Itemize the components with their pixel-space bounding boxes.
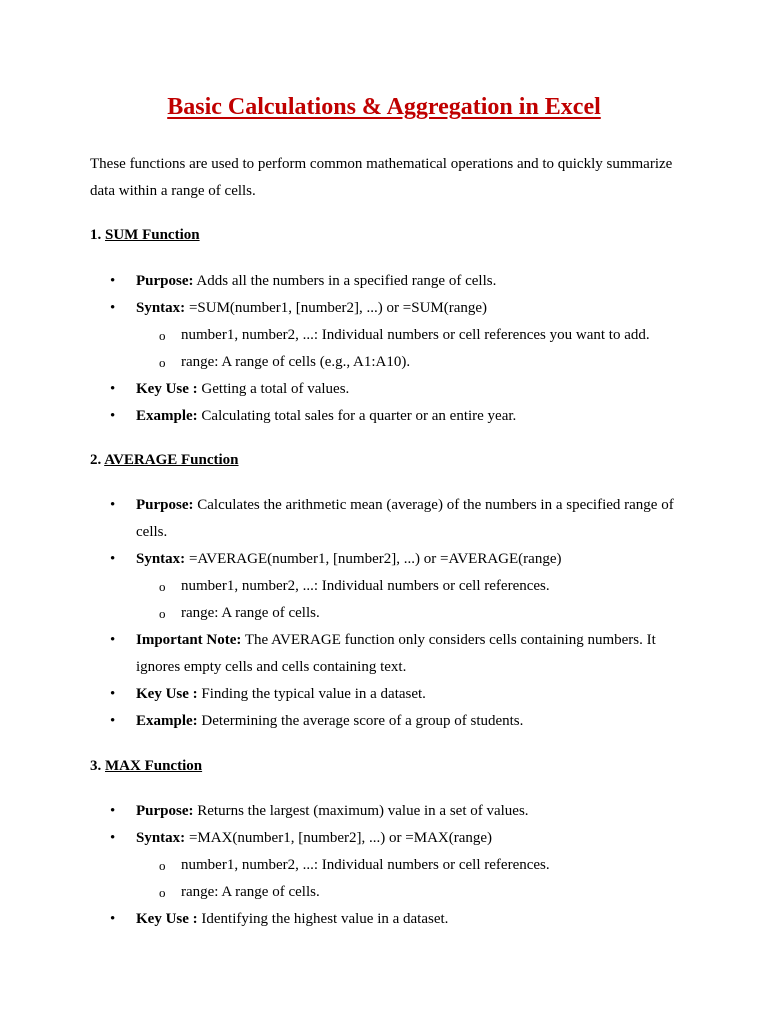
section-heading-average xyxy=(90,447,239,474)
item-text: Adds all the numbers in a specified range of cells. xyxy=(193,273,497,289)
section-number: 3. xyxy=(90,758,102,774)
circle-bullet-icon: o xyxy=(159,355,166,370)
bullet-icon: • xyxy=(110,408,116,424)
item-label: Key Use : xyxy=(136,911,198,927)
sub-list xyxy=(136,852,690,906)
sub-item-text: range: A range of cells (e.g., A1:A10). xyxy=(181,354,411,370)
sub-list xyxy=(136,573,690,627)
list-item xyxy=(90,825,690,906)
bullet-icon: • xyxy=(110,686,116,702)
max-function-list xyxy=(90,798,690,933)
item-text: Getting a total of values. xyxy=(197,381,350,397)
section-name: AVERAGE Function xyxy=(104,452,239,468)
sub-item-text: number1, number2, ...: Individual numbers or cell references you want to add. xyxy=(181,327,650,343)
item-text: Calculating total sales for a quarter or an entire year. xyxy=(197,408,517,424)
bullet-icon: • xyxy=(110,830,116,846)
circle-bullet-icon: o xyxy=(159,579,166,594)
item-label: Key Use : xyxy=(136,381,198,397)
sub-item-text: number1, number2, ...: Individual numbers or cell references. xyxy=(181,857,550,873)
sub-list-item xyxy=(136,349,690,376)
bullet-icon: • xyxy=(110,497,116,513)
item-text: Finding the typical value in a dataset. xyxy=(197,686,426,702)
item-text: =MAX(number1, [number2], ...) or =MAX(range) xyxy=(185,830,493,846)
bullet-icon: • xyxy=(110,911,116,927)
section-number: 1. xyxy=(90,227,102,243)
list-item xyxy=(90,798,690,825)
list-item xyxy=(90,295,690,376)
intro-paragraph: These functions are used to perform common mathematical operations and to quickly summarize data within a range of cells. xyxy=(90,156,673,199)
item-label: Syntax: xyxy=(136,830,186,846)
list-item xyxy=(90,403,690,430)
section-heading-sum xyxy=(90,222,200,249)
item-label: Key Use : xyxy=(136,686,198,702)
section-heading-max xyxy=(90,753,202,780)
item-text: The AVERAGE function only considers cells containing numbers. It ignores empty cells and cells containing text. xyxy=(136,632,656,675)
bullet-icon: • xyxy=(110,713,116,729)
list-item xyxy=(90,681,690,708)
item-label: Syntax: xyxy=(136,300,186,316)
item-label: Purpose: xyxy=(136,803,194,819)
circle-bullet-icon: o xyxy=(159,858,166,873)
item-label: Syntax: xyxy=(136,551,186,567)
sub-list-item xyxy=(136,879,690,906)
item-label: Important Note: xyxy=(136,632,242,648)
list-item xyxy=(90,268,690,295)
item-label: Purpose: xyxy=(136,497,194,513)
item-text: Returns the largest (maximum) value in a set of values. xyxy=(193,803,529,819)
list-item xyxy=(90,546,690,627)
average-function-list xyxy=(90,492,690,735)
list-item xyxy=(90,627,690,681)
bullet-icon: • xyxy=(110,551,116,567)
item-text: =SUM(number1, [number2], ...) or =SUM(range) xyxy=(185,300,488,316)
item-text: =AVERAGE(number1, [number2], ...) or =AVERAGE(range) xyxy=(185,551,562,567)
list-item xyxy=(90,708,690,735)
list-item xyxy=(90,376,690,403)
list-item xyxy=(90,492,690,546)
sub-list-item xyxy=(136,322,690,349)
bullet-icon: • xyxy=(110,803,116,819)
item-text: Determining the average score of a group of students. xyxy=(197,713,524,729)
section-name: SUM Function xyxy=(105,227,200,243)
bullet-icon: • xyxy=(110,300,116,316)
sub-list-item xyxy=(136,852,690,879)
list-item xyxy=(90,906,690,933)
item-label: Example: xyxy=(136,408,198,424)
circle-bullet-icon: o xyxy=(159,328,166,343)
bullet-icon: • xyxy=(110,273,116,289)
circle-bullet-icon: o xyxy=(159,885,166,900)
item-text: Identifying the highest value in a dataset. xyxy=(197,911,449,927)
item-text: Calculates the arithmetic mean (average) of the numbers in a specified range of cells. xyxy=(136,497,674,540)
bullet-icon: • xyxy=(110,632,116,648)
section-name: MAX Function xyxy=(105,758,203,774)
circle-bullet-icon: o xyxy=(159,606,166,621)
bullet-icon: • xyxy=(110,381,116,397)
sub-item-text: range: A range of cells. xyxy=(181,605,320,621)
sub-item-text: number1, number2, ...: Individual numbers or cell references. xyxy=(181,578,550,594)
page-title: Basic Calculations & Aggregation in Excel xyxy=(167,94,601,120)
section-number: 2. xyxy=(90,452,102,468)
sub-item-text: range: A range of cells. xyxy=(181,884,320,900)
item-label: Example: xyxy=(136,713,198,729)
sub-list-item xyxy=(136,600,690,627)
sub-list xyxy=(136,322,690,376)
item-label: Purpose: xyxy=(136,273,194,289)
sub-list-item xyxy=(136,573,690,600)
sum-function-list xyxy=(90,268,690,430)
